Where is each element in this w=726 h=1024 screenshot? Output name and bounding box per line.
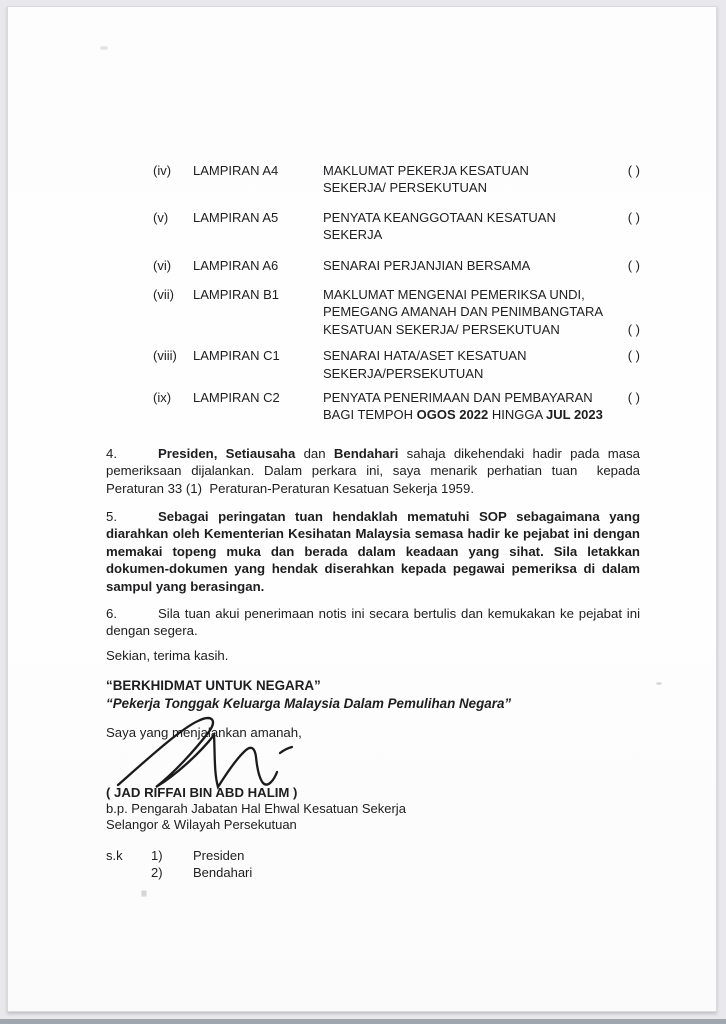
text-segment: PENYATA PENERIMAAN DAN PEMBAYARAN: [323, 390, 593, 406]
attachment-number: (iv): [153, 163, 172, 178]
text-segment: MAKLUMAT MENGENAI PEMERIKSA UNDI,: [323, 287, 585, 303]
cc-number: 1): [151, 848, 163, 864]
attachment-desc-line: [323, 347, 623, 364]
attachment-label: LAMPIRAN A4: [193, 163, 279, 178]
attachment-label: LAMPIRAN B1: [193, 287, 279, 303]
attachment-desc-line: [323, 286, 623, 303]
text-segment: Sebagai peringatan tuan hendaklah mematuhi SOP sebagaimana yang diarahkan oleh Kementerian Kesihatan Malaysia semasa hadir ke pejabat ini dengan memakai topeng muka dan berada dalam keadaan yang sihat. Sila letakkan dokumen-dokumen yang hendak diserahkan kepada pegawai pemeriksa di dalam sampul yang berasingan.: [106, 508, 644, 595]
text-segment: SENARAI PERJANJIAN BERSAMA: [323, 257, 531, 273]
attachment-label: LAMPIRAN A6: [193, 257, 279, 273]
attachment-desc-line: [323, 226, 623, 243]
attachment-number: (v): [153, 209, 169, 225]
checkbox-parentheses: ( ): [627, 209, 640, 225]
signature-block: [106, 724, 640, 832]
slogan-berkhidmat: “BERKHIDMAT UNTUK NEGARA”: [106, 678, 321, 694]
attachment-description: [323, 162, 623, 197]
attachment-desc-line: [323, 321, 623, 338]
attachment-label: LAMPIRAN C1: [193, 348, 280, 364]
checkbox-parentheses: ( ): [627, 348, 640, 364]
cc-label: [106, 864, 151, 881]
cc-name: Bendahari: [193, 865, 253, 881]
text-segment: SENARAI HATA/ASET KESATUAN: [323, 348, 527, 364]
attachment-desc-line: [323, 303, 623, 320]
attachment-number: (ix): [153, 390, 172, 406]
text-segment: OGOS 2022: [416, 407, 489, 423]
cc-name: Presiden: [193, 848, 245, 864]
attachment-number: (vii): [153, 287, 174, 303]
attachment-row: [153, 389, 640, 424]
text-segment: Sila tuan akui penerimaan notis ini secara bertulis dan kemukakan ke pejabat ini dengan segera.: [106, 605, 644, 639]
attachment-desc-line: [323, 209, 623, 226]
attachment-row: [153, 162, 640, 197]
signatory-title-1: b.p. Pengarah Jabatan Hal Ehwal Kesatuan Sekerja: [106, 801, 406, 816]
text-segment: PENYATA KEANGGOTAAN KESATUAN: [323, 209, 556, 225]
letter-page: [7, 6, 717, 1012]
text-segment: SEKERJA: [323, 227, 383, 243]
attachment-desc-line: [323, 365, 623, 382]
text-segment: KESATUAN SEKERJA/ PERSEKUTUAN: [323, 321, 560, 337]
attachment-desc-line: [323, 179, 623, 196]
paragraph: [106, 445, 644, 498]
text-segment: MAKLUMAT PEKERJA KESATUAN: [323, 163, 529, 178]
text-segment: Presiden, Setiausaha: [158, 445, 296, 461]
letter-content: [106, 162, 644, 881]
checkbox-parentheses: ( ): [627, 163, 640, 178]
attachment-row: [153, 257, 640, 274]
scan-speck: [656, 682, 662, 685]
attachment-row: [153, 347, 640, 382]
attachment-list: [106, 162, 640, 424]
photo-bottom-edge: [0, 1019, 726, 1024]
text-segment: Bendahari: [333, 445, 399, 461]
text-segment: dan: [295, 445, 334, 461]
attachment-desc-line: [323, 389, 623, 406]
attachment-number: (vi): [153, 257, 172, 273]
checkbox-parentheses: ( ): [627, 257, 640, 273]
attachment-desc-line: [323, 406, 623, 423]
text-segment: SEKERJA/PERSEKUTUAN: [323, 365, 484, 381]
text-segment: PEMEGANG AMANAH DAN PENIMBANGTARA: [323, 304, 604, 320]
paragraph-number: 6.: [106, 605, 117, 621]
scan-speck: [141, 890, 147, 897]
attachment-description: [323, 209, 623, 244]
scan-speck: [100, 46, 108, 50]
checkbox-parentheses: ( ): [627, 321, 640, 337]
attachment-description: [323, 257, 623, 274]
attachment-label: LAMPIRAN C2: [193, 390, 280, 406]
text-segment: HINGGA: [488, 407, 547, 423]
signatory-title-2: Selangor & Wilayah Persekutuan: [106, 816, 297, 832]
attachment-desc-line: [323, 162, 623, 179]
text-segment: sahaja dikehendaki hadir pada masa pemeriksaan dijalankan. Dalam perkara ini, saya menarik perhatian tuan kepada Peraturan 33 (1) Peraturan-Peraturan Kesatuan Sekerja 1959.: [106, 445, 644, 497]
closing-line: Sekian, terima kasih.: [106, 647, 229, 663]
cc-number: 2): [151, 865, 163, 881]
cc-list: [106, 847, 640, 881]
numbered-paragraphs: [106, 445, 644, 640]
slogan-pekerja: “Pekerja Tonggak Keluarga Malaysia Dalam Pemulihan Negara”: [106, 696, 512, 712]
paragraph-number: 4.: [106, 445, 117, 461]
attachment-description: [323, 286, 623, 338]
paragraph: [106, 605, 644, 640]
attachment-description: [323, 389, 623, 424]
attachment-row: [153, 286, 640, 338]
attachment-row: [153, 209, 640, 244]
signatory-name: ( JAD RIFFAI BIN ABD HALIM ): [106, 785, 298, 800]
attachment-number: (viii): [153, 348, 177, 364]
text-segment: SEKERJA/ PERSEKUTUAN: [323, 180, 487, 196]
cc-label: s.k: [106, 848, 123, 864]
paragraph: [106, 508, 644, 596]
attachment-description: [323, 347, 623, 382]
text-segment: BAGI TEMPOH: [323, 407, 417, 423]
signature-intro: Saya yang menjalankan amanah,: [106, 725, 302, 741]
paragraph-number: 5.: [106, 508, 117, 524]
checkbox-parentheses: ( ): [627, 390, 640, 406]
attachment-desc-line: [323, 257, 623, 274]
attachment-label: LAMPIRAN A5: [193, 209, 279, 225]
text-segment: JUL 2023: [546, 407, 603, 423]
